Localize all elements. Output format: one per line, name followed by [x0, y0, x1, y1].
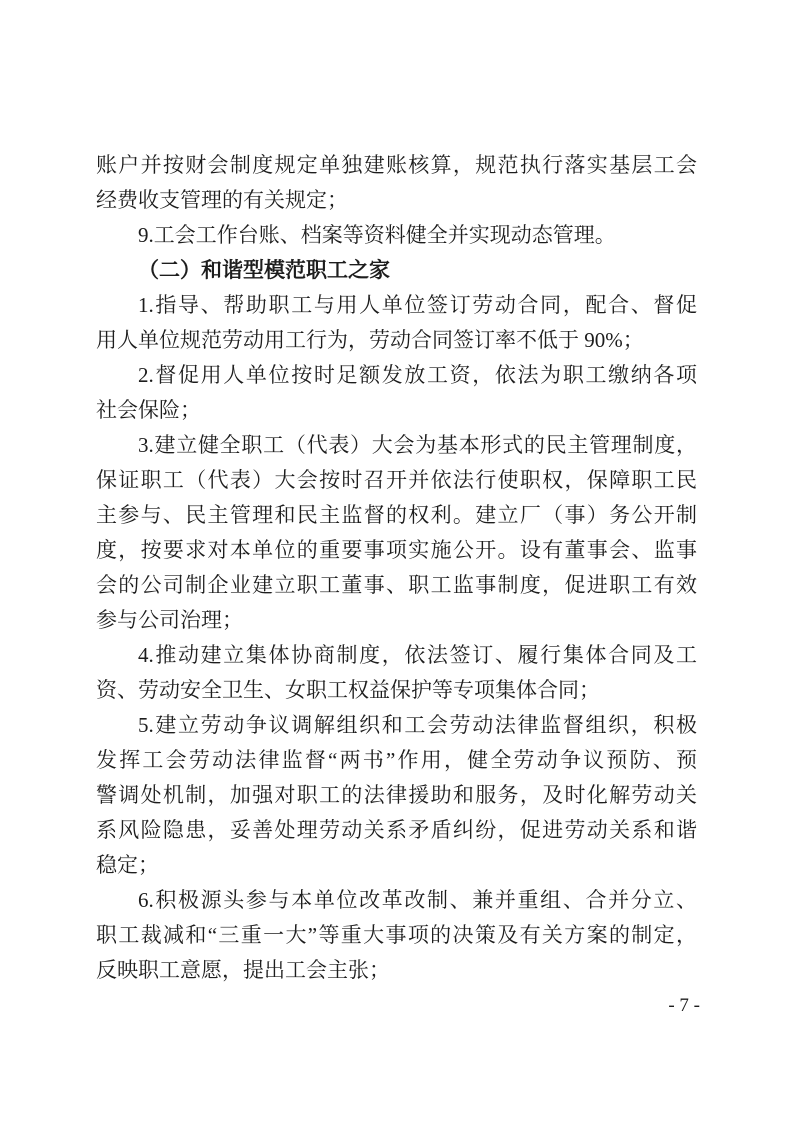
text-line: 2.督促用人单位按时足额发放工资，依法为职工缴纳各项 [138, 363, 697, 387]
section-heading: （二）和谐型模范职工之家 [138, 258, 390, 282]
text-line: 保证职工（代表）大会按时召开并依法行使职权，保障职工民 [96, 468, 697, 492]
text-line: 6.积极源头参与本单位改革改制、兼并重组、合并分立、 [138, 888, 697, 912]
page-number: - 7 - [668, 995, 700, 1016]
text-line: 资、劳动安全卫生、女职工权益保护等专项集体合同； [96, 678, 600, 702]
text-line: 账户并按财会制度规定单独建账核算，规范执行落实基层工会 [96, 153, 697, 177]
text-line: 发挥工会劳动法律监督“两书”作用，健全劳动争议预防、预 [96, 748, 697, 772]
text-line: 系风险隐患，妥善处理劳动关系矛盾纠纷，促进劳动关系和谐 [96, 818, 697, 842]
text-line: 职工裁减和“三重一大”等重大事项的决策及有关方案的制定， [96, 923, 697, 947]
text-line: 警调处机制，加强对职工的法律援助和服务，及时化解劳动关 [96, 783, 697, 807]
text-line: 稳定； [96, 853, 159, 877]
text-line: 社会保险； [96, 398, 201, 422]
text-line: 4.推动建立集体协商制度，依法签订、履行集体合同及工 [138, 643, 697, 667]
text-line: 3.建立健全职工（代表）大会为基本形式的民主管理制度， [138, 433, 697, 457]
text-line: 会的公司制企业建立职工董事、职工监事制度，促进职工有效 [96, 573, 697, 597]
text-line: 9.工会工作台账、档案等资料健全并实现动态管理。 [138, 223, 616, 247]
text-line: 度，按要求对本单位的重要事项实施公开。设有董事会、监事 [96, 538, 697, 562]
text-line: 用人单位规范劳动用工行为，劳动合同签订率不低于 90%； [96, 328, 644, 352]
document-body [96, 148, 697, 988]
text-line: 参与公司治理； [96, 608, 243, 632]
text-line: 反映职工意愿，提出工会主张； [96, 958, 390, 982]
text-line: 5.建立劳动争议调解组织和工会劳动法律监督组织，积极 [138, 713, 697, 737]
text-line: 1.指导、帮助职工与用人单位签订劳动合同，配合、督促 [138, 293, 697, 317]
text-line: 经费收支管理的有关规定； [96, 188, 348, 212]
text-line: 主参与、民主管理和民主监督的权利。建立厂（事）务公开制 [96, 503, 697, 527]
